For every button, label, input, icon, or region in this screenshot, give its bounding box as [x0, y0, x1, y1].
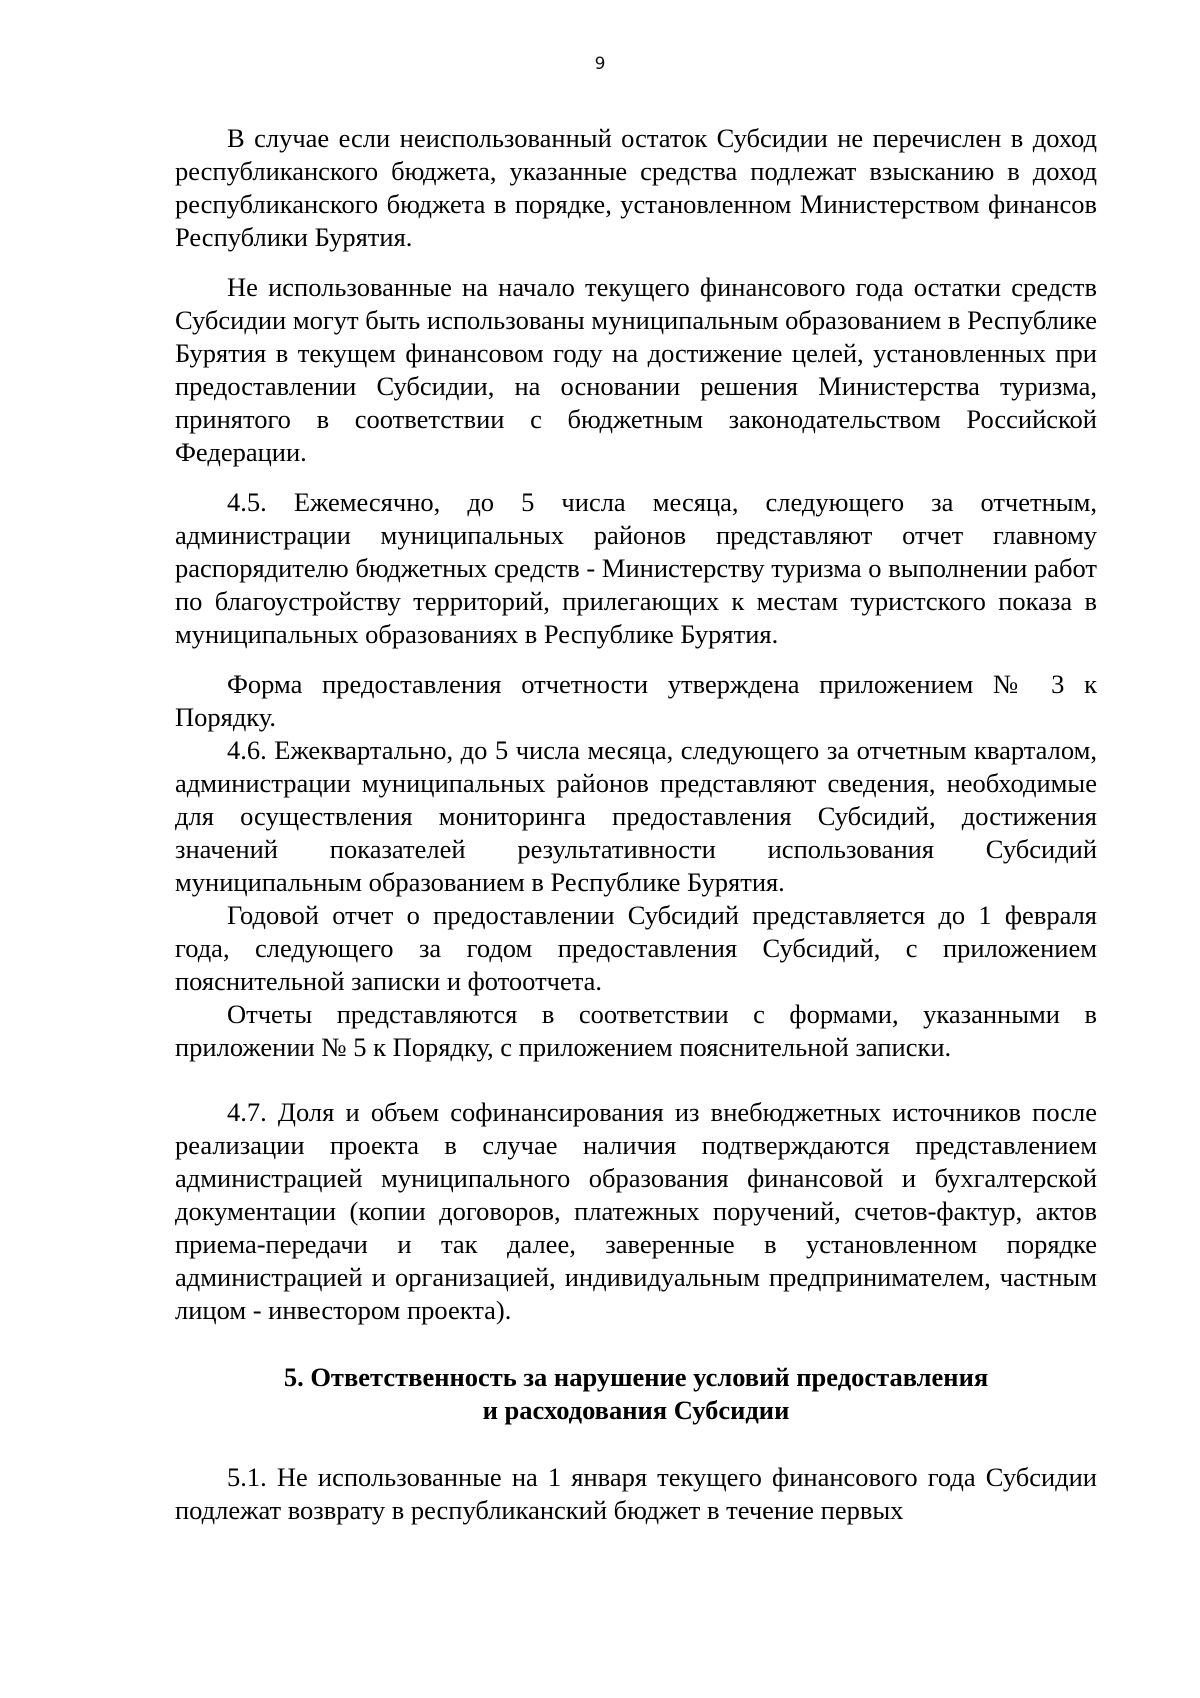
paragraph-unused-remainder: В случае если неиспользованный остаток Субсидии не перечислен в доход республиканского бюджета, указанные средства подлежат взысканию в доход республиканского бюджета в порядке, установленном Министерством финансов Республики Бурятия.: [175, 123, 1097, 252]
paragraph-report-form: Форма предоставления отчетности утверждена приложением № 3 к Порядку.: [175, 669, 1097, 732]
paragraph-report-forms: Отчеты представляются в соответствии с формами, указанными в приложении № 5 к Порядку, с приложением пояснительной записки.: [175, 999, 1097, 1062]
paragraph-4-6: 4.6. Ежеквартально, до 5 числа месяца, следующего за отчетным кварталом, администрации муниципальных районов представляют сведения, необходимые для осуществления мониторинга предоставления Субсидий, достижения значений показателей результативности использования Субсидий муниципальным образованием в Республике Бурятия.: [175, 735, 1097, 897]
paragraph-5-1: 5.1. Не использованные на 1 января текущего финансового года Субсидии подлежат возврату в республиканский бюджет в течение первых: [175, 1462, 1097, 1525]
section-heading-line-2: и расходования Субсидии: [482, 1395, 790, 1425]
paragraph-annual-report: Годовой отчет о предоставлении Субсидий представляется до 1 февраля года, следующего за годом предоставления Субсидий, с приложением пояснительной записки и фотоотчета.: [175, 900, 1097, 996]
section-heading: [175, 1361, 1097, 1427]
document-body: [175, 122, 1097, 1527]
page-number: 9: [594, 54, 606, 74]
paragraph-4-5: 4.5. Ежемесячно, до 5 числа месяца, следующего за отчетным, администрации муниципальных районов представляют отчет главному распорядителю бюджетных средств - Министерству туризма о выполнении работ по благоустройству территорий, прилегающих к местам туристского показа в муниципальных образованиях в Республике Бурятия.: [175, 487, 1097, 649]
paragraph-4-7: 4.7. Доля и объем софинансирования из внебюджетных источников после реализации проекта в случае наличия подтверждаются представлением администрацией муниципального образования финансовой и бухгалтерской документации (копии договоров, платежных поручений, счетов-фактур, актов приема-передачи и так далее, заверенные в установленном порядке администрацией и организацией, индивидуальным предпринимателем, частным лицом - инвестором проекта).: [175, 1097, 1097, 1325]
paragraph-unused-balances: Не использованные на начало текущего финансового года остатки средств Субсидии могут быть использованы муниципальным образованием в Республике Бурятия в текущем финансовом году на достижение целей, установленных при предоставлении Субсидии, на основании решения Министерства туризма, принятого в соответствии с бюджетным законодательством Российской Федерации.: [175, 272, 1097, 467]
section-heading-line-1: 5. Ответственность за нарушение условий предоставления: [283, 1362, 989, 1392]
